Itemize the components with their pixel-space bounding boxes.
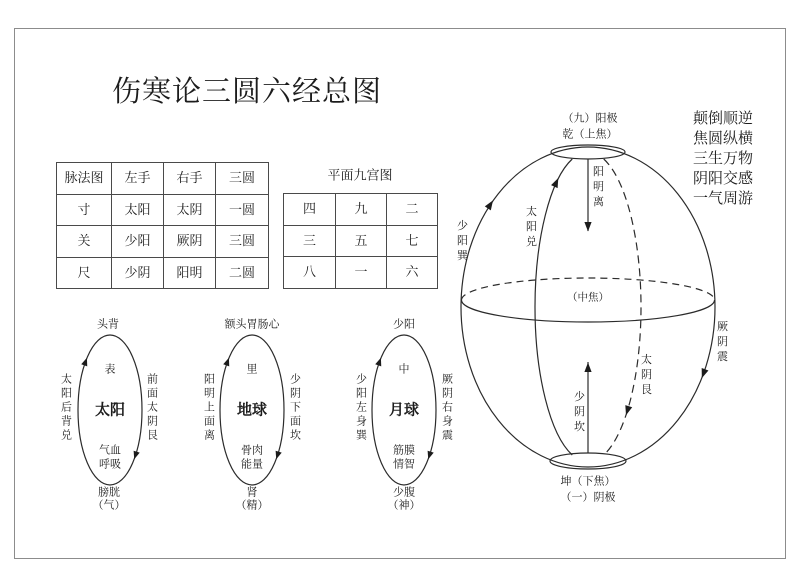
earth-left-arrow [223,357,232,367]
motto-block [693,108,753,208]
inner-left-arrow [551,177,561,189]
moon-inner-top-label: 中 [398,362,410,376]
moon-inner-bottom-2: 情智 [393,457,415,471]
pulse-table-cell: 太阳 [112,195,164,226]
nine-palace-cell: 五 [336,226,387,257]
earth-name: 地球 [236,400,268,419]
taiyang-left-arrow [81,357,90,367]
nine-palace-row [284,226,438,257]
pulse-table-header-cell: 左手 [112,163,164,195]
pulse-table-cell: 太阴 [164,195,216,226]
moon-name: 月球 [388,400,420,419]
pulse-table-cell: 尺 [57,258,112,289]
nine-palace-row [284,257,438,289]
earth-right-label: 少阴下面坎 [288,373,302,443]
taiyang-bottom-label: 膀胱 [98,485,120,499]
taiyang-inner-bottom-2: 呼吸 [99,457,121,471]
outer-right-arrow [698,368,708,379]
nine-palace-title: 平面九宫图 [327,168,393,184]
inner-right-channel-label: 太阴艮 [639,353,653,399]
motto-line: 一气周游 [693,189,754,207]
axis-bottom-arrow [584,363,591,373]
taiyang-top-label: 头背 [97,317,119,331]
nine-palace-row [284,194,438,226]
taiyang-right-arrow [131,451,140,461]
sphere-bottom-name: 坤（下焦） [560,474,616,488]
pulse-table-header-row [57,163,269,195]
moon-left-arrow [375,357,384,367]
earth-inner-top-label: 里 [246,362,258,376]
inner-left-channel-label: 太阳兑 [524,205,538,251]
outer-right-channel-label: 厥阴震 [715,320,729,366]
pulse-table-cell: 厥阴 [164,226,216,258]
moon-left-label: 少阳左身巽 [354,373,368,443]
pulse-table-cell: 少阴 [112,258,164,289]
nine-palace-grid [283,193,438,289]
pulse-table-row [57,226,269,258]
taiyang-inner-bottom-1: 气血 [99,443,121,457]
meridian-back-arc [604,159,641,455]
moon-right-arrow [425,451,434,461]
inner-right-arrow [623,405,633,416]
earth-inner-bottom-1: 骨肉 [241,443,263,457]
outer-left-channel-label: 少阳巽 [455,219,469,265]
sphere-top-label: （九）阳极 [562,111,618,125]
pulse-table-cell: 二圆 [216,258,269,289]
pulse-table-header-cell: 右手 [164,163,216,195]
pulse-table-row [57,258,269,289]
meridian-front-arc [535,159,572,455]
outer-left-arrow [485,198,496,210]
earth-bottom-label: 肾 [246,485,258,499]
taiyang-inner-top-label: 表 [104,362,116,376]
axis-top-channel-label: 阳明离 [591,165,605,211]
taiyang-right-label: 前面太阴艮 [145,373,159,443]
pulse-table-cell: 阳明 [164,258,216,289]
earth-bottom-note: （精） [235,498,269,512]
pulse-table-cell: 三圆 [216,226,269,258]
motto-line: 阴阳交感 [693,169,754,187]
nine-palace-cell: 八 [284,257,336,289]
nine-palace-cell: 一 [336,257,387,289]
moon-top-label: 少阳 [393,317,415,331]
pulse-table-cell: 寸 [57,195,112,226]
pulse-table-cell: 少阳 [112,226,164,258]
moon-right-label: 厥阴右身震 [440,373,454,443]
nine-palace-cell: 六 [387,257,438,289]
axis-top-arrow [584,222,591,232]
motto-line: 三生万物 [693,149,754,167]
nine-palace-cell: 四 [284,194,336,226]
earth-inner-bottom-2: 能量 [241,457,263,471]
pulse-table-header-cell: 三圆 [216,163,269,195]
pulse-table-row [57,195,269,226]
frame-border [15,29,786,559]
taiyang-name: 太阳 [94,400,126,419]
motto-line: 颠倒顺逆 [693,109,754,127]
earth-left-label: 阳明上面离 [202,373,216,443]
taiyang-bottom-note: （气） [92,498,126,512]
taiyang-left-label: 太阳后背兑 [59,373,73,443]
earth-right-arrow [273,451,282,461]
sphere-middle-label: （中焦） [567,291,609,304]
earth-top-label: 额头胃肠心 [224,317,280,331]
diagram-title: 伤寒论三圆六经总图 [112,74,383,108]
sphere-top-name: 乾（上焦） [562,127,618,141]
pulse-table-cell: 一圆 [216,195,269,226]
nine-palace-cell: 三 [284,226,336,257]
nine-palace-cell: 二 [387,194,438,226]
nine-palace-cell: 九 [336,194,387,226]
pulse-table-header-cell: 脉法图 [57,163,112,195]
pulse-method-table [56,162,269,289]
axis-bottom-channel-label: 少阴坎 [572,390,586,436]
nine-palace-cell: 七 [387,226,438,257]
moon-bottom-note: （神） [387,498,421,512]
moon-bottom-label: 少腹 [393,485,415,499]
sphere-bottom-label: （一）阴极 [560,490,616,504]
pulse-table-cell: 关 [57,226,112,258]
motto-line: 焦圆纵横 [693,129,754,147]
moon-inner-bottom-1: 筋膜 [393,443,415,457]
